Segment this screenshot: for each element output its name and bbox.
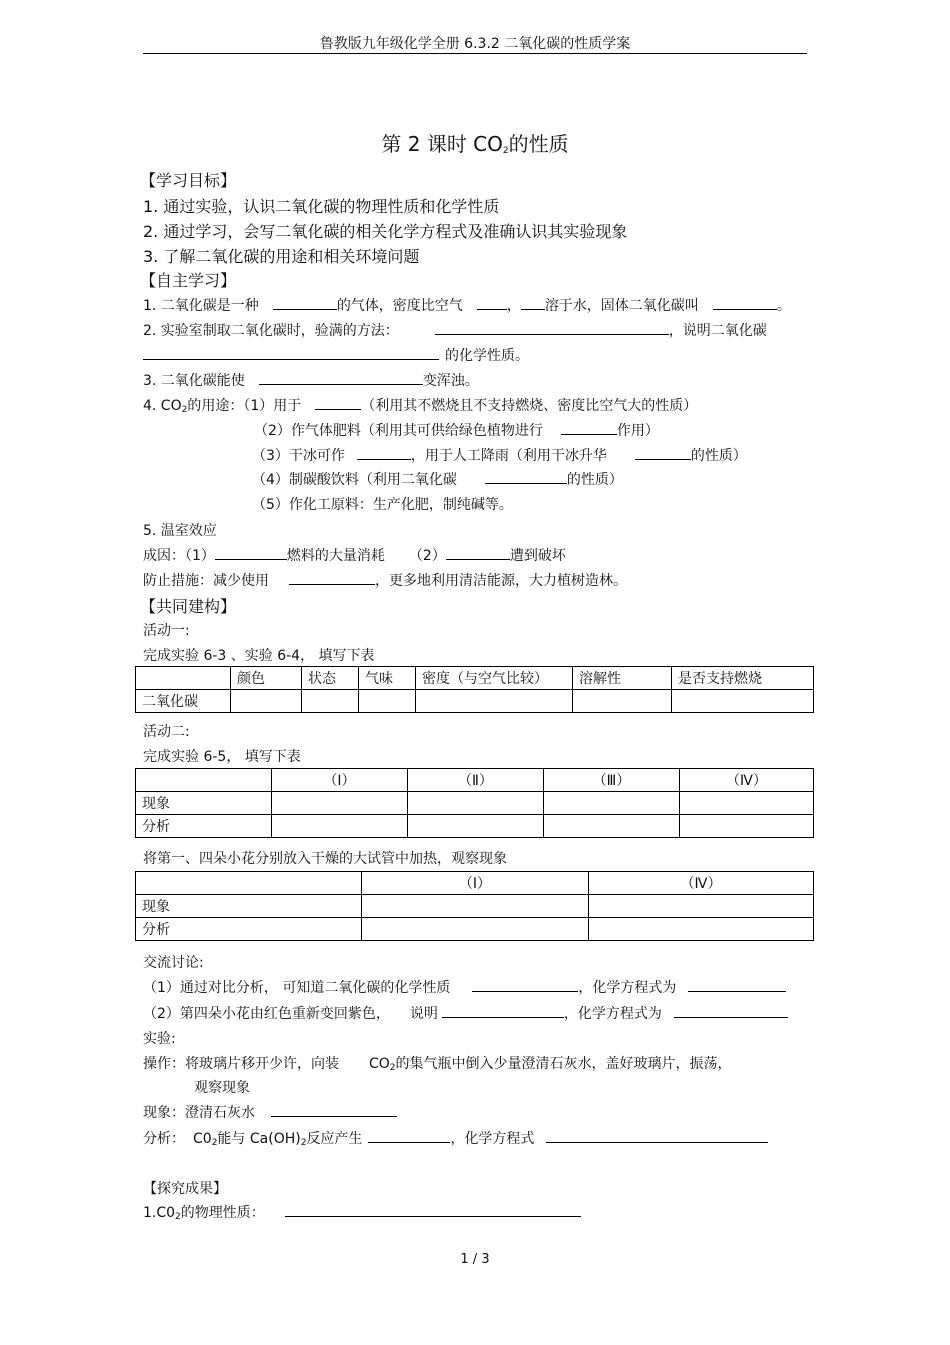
blank[interactable]: [271, 1102, 397, 1117]
row-label: 分析: [136, 918, 362, 941]
table-cell[interactable]: [408, 792, 544, 815]
table-cell[interactable]: [589, 918, 814, 941]
blank[interactable]: [472, 977, 578, 992]
table-header-cell: 气味: [359, 667, 416, 690]
activity-1-label: 活动一:: [143, 623, 190, 639]
table-header-cell: （Ⅰ）: [362, 872, 589, 895]
blank[interactable]: [713, 295, 777, 310]
blank[interactable]: [485, 469, 567, 484]
experiment-table: [135, 768, 814, 838]
goal-1: 1. 通过实验，认识二氧化碳的物理性质和化学性质: [143, 197, 500, 216]
table-cell[interactable]: [416, 690, 573, 713]
discussion-2: （2）第四朵小花由红色重新变回紫色， 说明 ，化学方程式为: [143, 1003, 788, 1023]
table-cell[interactable]: [362, 918, 589, 941]
use-3: （3）干冰可作 ，用于人工降雨（利用干冰升华 的性质）: [252, 445, 747, 465]
greenhouse-title: 5. 温室效应: [143, 523, 217, 539]
goal-2: 2. 通过学习，会写二氧化碳的相关化学方程式及准确认识其实验现象: [143, 222, 628, 241]
table-header-cell: （Ⅱ）: [408, 769, 544, 792]
table-header-cell: [136, 872, 362, 895]
table-header-cell: [136, 667, 231, 690]
properties-table: [135, 666, 814, 713]
analysis-line: 分析： C02能与 Ca(OH)2反应产生 ，化学方程式: [143, 1128, 768, 1148]
table-cell[interactable]: [302, 690, 359, 713]
use-5: （5）作化工原料：生产化肥，制纯碱等。: [252, 497, 513, 513]
experiment-label: 实验:: [143, 1031, 176, 1047]
blank[interactable]: [273, 295, 337, 310]
row-label: 二氧化碳: [136, 690, 231, 713]
blank[interactable]: [546, 1128, 768, 1143]
use-2: （2）作气体肥料（利用其可供给绿色植物进行 作用）: [254, 420, 659, 440]
row-label: 分析: [136, 815, 272, 838]
discussion-label: 交流讨论:: [143, 955, 204, 971]
use-4: （4）制碳酸饮料（利用二氧化碳 的性质）: [252, 469, 623, 489]
table-cell[interactable]: [272, 792, 408, 815]
results-heading: 【探究成果】: [143, 1181, 227, 1197]
greenhouse-prevention: 防止措施：减少使用 ，更多地利用清洁能源，大力植树造林。: [143, 570, 627, 590]
table-header-cell: （Ⅰ）: [272, 769, 408, 792]
table-row: [136, 690, 814, 713]
table-cell[interactable]: [544, 815, 680, 838]
question-2-line-2: 的化学性质。: [143, 345, 529, 365]
table-header-cell: 状态: [302, 667, 359, 690]
table-row: [136, 918, 814, 941]
table-row: [136, 895, 814, 918]
table-header-cell: （Ⅳ）: [680, 769, 814, 792]
blank[interactable]: [259, 370, 423, 385]
table-cell[interactable]: [359, 690, 416, 713]
activity-2-label: 活动二:: [143, 724, 190, 740]
blank[interactable]: [315, 395, 361, 410]
table-cell[interactable]: [231, 690, 302, 713]
blank[interactable]: [442, 1003, 564, 1018]
table-row: [136, 872, 814, 895]
table-header-cell: [136, 769, 272, 792]
question-3: 3. 二氧化碳能使 变浑浊。: [143, 370, 479, 390]
phenomenon-line: 现象：澄清石灰水: [143, 1102, 397, 1122]
discussion-1: （1）通过对比分析， 可知道二氧化碳的化学性质 ，化学方程式为: [143, 977, 786, 997]
operation-line-2: 观察现象: [194, 1080, 250, 1096]
build-heading: 【共同建构】: [140, 597, 237, 616]
blank[interactable]: [368, 1128, 450, 1143]
table-cell[interactable]: [573, 690, 672, 713]
question-1: 1. 二氧化碳是一种 的气体，密度比空气 ， 溶于水，固体二氧化碳叫 。: [143, 295, 791, 315]
blank[interactable]: [357, 445, 411, 460]
blank[interactable]: [289, 570, 375, 585]
blank[interactable]: [688, 977, 786, 992]
table-cell[interactable]: [672, 690, 814, 713]
heating-task: 将第一、四朵小花分别放入干燥的大试管中加热，观察现象: [143, 851, 507, 867]
self-study-heading: 【自主学习】: [140, 271, 237, 290]
blank[interactable]: [635, 445, 691, 460]
table-row: [136, 792, 814, 815]
table-cell[interactable]: [589, 895, 814, 918]
activity-2-task: 完成实验 6-5， 填写下表: [143, 749, 301, 765]
blank[interactable]: [285, 1202, 581, 1217]
activity-1-task: 完成实验 6-3 、实验 6-4， 填写下表: [143, 648, 375, 664]
table-cell[interactable]: [362, 895, 589, 918]
table-row: [136, 769, 814, 792]
table-cell[interactable]: [544, 792, 680, 815]
blank[interactable]: [446, 545, 510, 560]
blank[interactable]: [477, 295, 507, 310]
table-row: [136, 667, 814, 690]
result-1: 1.C02的物理性质：: [143, 1202, 581, 1222]
lesson-title: 第 2 课时 CO2的性质: [381, 132, 569, 156]
table-header-cell: （Ⅳ）: [589, 872, 814, 895]
blank[interactable]: [674, 1003, 788, 1018]
question-4: 4. CO2的用途：（1）用于 （利用其不燃烧且不支持燃烧、密度比空气大的性质）: [143, 395, 697, 415]
blank[interactable]: [435, 320, 669, 335]
header-rule: [143, 53, 807, 54]
table-row: [136, 815, 814, 838]
row-label: 现象: [136, 792, 272, 815]
table-header-cell: 溶解性: [573, 667, 672, 690]
table-cell[interactable]: [680, 815, 814, 838]
table-header-cell: （Ⅲ）: [544, 769, 680, 792]
table-cell[interactable]: [272, 815, 408, 838]
heating-table: [135, 871, 814, 941]
table-header-cell: 颜色: [231, 667, 302, 690]
question-2-line-1: 2. 实验室制取二氧化碳时，验满的方法： ，说明二氧化碳: [143, 320, 767, 340]
greenhouse-cause: 成因：（1） 燃料的大量消耗 （2） 遭到破坏: [143, 545, 566, 565]
blank[interactable]: [521, 295, 545, 310]
table-cell[interactable]: [680, 792, 814, 815]
table-header-cell: 是否支持燃烧: [672, 667, 814, 690]
table-header-cell: 密度（与空气比较）: [416, 667, 573, 690]
page-header: 鲁教版九年级化学全册 6.3.2 二氧化碳的性质学案: [319, 36, 631, 52]
row-label: 现象: [136, 895, 362, 918]
goal-3: 3. 了解二氧化碳的用途和相关环境问题: [143, 247, 420, 266]
operation-line-1: 操作：将玻璃片移开少许，向装 CO2的集气瓶中倒入少量澄清石灰水，盖好玻璃片，振荡，: [143, 1056, 732, 1073]
blank[interactable]: [143, 345, 439, 360]
blank[interactable]: [215, 545, 287, 560]
goals-heading: 【学习目标】: [140, 171, 237, 190]
table-cell[interactable]: [408, 815, 544, 838]
blank[interactable]: [561, 420, 617, 435]
page-number: 1 / 3: [460, 1252, 490, 1267]
